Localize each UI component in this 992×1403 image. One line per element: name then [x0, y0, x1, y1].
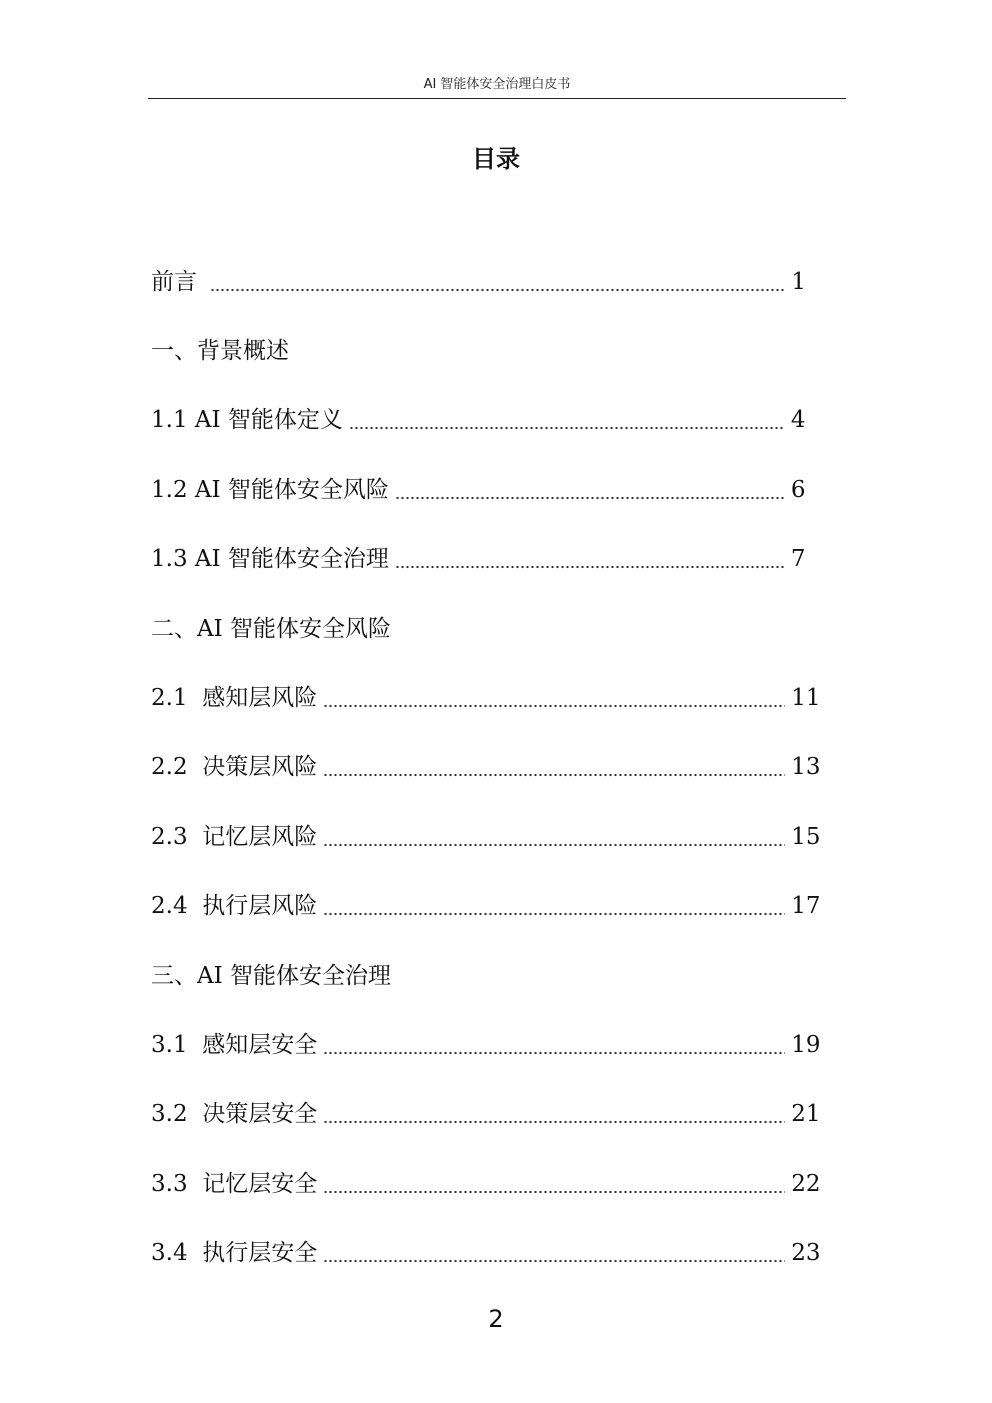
- toc-entry: [151, 872, 831, 941]
- toc-entry: [151, 802, 831, 871]
- toc-entry: [151, 247, 831, 316]
- toc-dot-leader: [323, 827, 785, 847]
- toc-entry: [151, 1218, 831, 1287]
- toc-section-heading: [151, 941, 831, 1010]
- toc-dot-leader: [210, 272, 785, 292]
- toc-entry: [151, 733, 831, 802]
- toc-entry-page: 19: [791, 1031, 821, 1058]
- toc-dot-leader: [323, 688, 785, 708]
- toc-entry-label: 3.2 决策层安全: [151, 1101, 318, 1128]
- toc-dot-leader: [395, 549, 785, 569]
- toc-entry-label: 一、背景概述: [151, 338, 289, 365]
- toc-entry-page: 21: [791, 1101, 821, 1128]
- toc-entry-page: 13: [791, 754, 821, 781]
- toc-dot-leader: [395, 480, 785, 500]
- running-header: AI 智能体安全治理白皮书: [148, 74, 846, 99]
- toc-entry-page: 15: [791, 823, 821, 850]
- toc-entry-page: 4: [790, 407, 806, 434]
- toc-entry-page: 6: [790, 476, 806, 503]
- toc-entry-page: 23: [791, 1240, 821, 1267]
- toc-entry-label: 三、AI 智能体安全治理: [151, 962, 392, 989]
- toc-entry-label: 2.2 决策层风险: [151, 754, 318, 781]
- toc-entry-label: 2.1 感知层风险: [151, 685, 318, 712]
- toc-entry-label: 2.4 执行层风险: [151, 893, 318, 920]
- toc-entry: [151, 386, 831, 455]
- toc-entry: [151, 1149, 831, 1218]
- toc-entry-label: 前言: [151, 268, 205, 295]
- toc-dot-leader: [323, 1104, 785, 1124]
- toc-dot-leader: [349, 410, 785, 430]
- table-of-contents: [151, 247, 831, 1288]
- toc-entry: [151, 663, 831, 732]
- toc-entry-label: 1.3 AI 智能体安全治理: [151, 546, 389, 573]
- toc-entry-label: 3.4 执行层安全: [151, 1240, 318, 1267]
- toc-entry-label: 3.3 记忆层安全: [151, 1170, 318, 1197]
- toc-dot-leader: [323, 1243, 785, 1263]
- page-number: 2: [488, 1305, 504, 1333]
- toc-entry-page: 11: [791, 685, 821, 712]
- toc-dot-leader: [323, 757, 785, 777]
- toc-entry-label: 二、AI 智能体安全风险: [151, 615, 392, 642]
- toc-dot-leader: [323, 896, 785, 916]
- toc-dot-leader: [323, 1174, 785, 1194]
- toc-entry: [151, 1080, 831, 1149]
- toc-entry-label: 3.1 感知层安全: [151, 1031, 318, 1058]
- toc-section-heading: [151, 594, 831, 663]
- toc-entry: [151, 525, 831, 594]
- toc-entry-page: 1: [791, 268, 806, 295]
- toc-entry-label: 2.3 记忆层风险: [151, 823, 318, 850]
- toc-entry-label: 1.2 AI 智能体安全风险: [151, 476, 389, 503]
- page-title: 目录: [472, 145, 520, 173]
- toc-dot-leader: [323, 1035, 785, 1055]
- toc-section-heading: [151, 316, 831, 385]
- toc-entry-page: 7: [790, 546, 806, 573]
- toc-entry-page: 22: [791, 1170, 821, 1197]
- toc-entry-label: 1.1 AI 智能体定义: [151, 407, 343, 434]
- toc-entry: [151, 1010, 831, 1079]
- toc-entry: [151, 455, 831, 524]
- toc-entry-page: 17: [791, 893, 821, 920]
